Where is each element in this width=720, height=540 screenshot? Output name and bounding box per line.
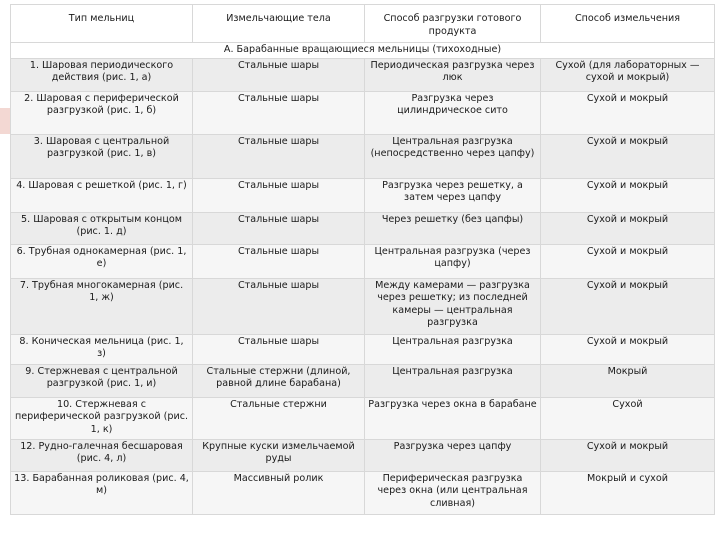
cell-grinding-method: Сухой и мокрый [541,439,715,471]
cell-grinding-method: Сухой и мокрый [541,91,715,134]
cell-grinding-bodies: Стальные стержни (длиной, равной длине барабана) [193,364,365,397]
table-row [11,244,715,278]
cell-discharge: Центральная разгрузка [365,364,541,397]
table-row [11,334,715,364]
cell-grinding-bodies: Стальные шары [193,134,365,178]
header-discharge-method: Способ разгрузки готового продукта [365,5,541,43]
cell-grinding-bodies: Массивный ролик [193,471,365,514]
cell-grinding-method: Сухой и мокрый [541,244,715,278]
cell-grinding-bodies: Стальные шары [193,278,365,334]
table-row [11,278,715,334]
cell-discharge: Между камерами — разгрузка через решетку; из последней камеры — центральная разгрузка [365,278,541,334]
table-row [11,364,715,397]
cell-discharge: Разгрузка через решетку, а затем через цапфу [365,178,541,212]
cell-grinding-method: Сухой и мокрый [541,212,715,244]
cell-grinding-method: Мокрый [541,364,715,397]
cell-mill-type: 12. Рудно-галечная бесшаровая (рис. 4, л) [11,439,193,471]
cell-grinding-bodies: Стальные шары [193,178,365,212]
table-row [11,439,715,471]
cell-mill-type: 3. Шаровая с центральной разгрузкой (рис. 1, в) [11,134,193,178]
cell-grinding-bodies: Стальные шары [193,91,365,134]
cell-mill-type: 9. Стержневая с центральной разгрузкой (рис. 1, и) [11,364,193,397]
table-row [11,471,715,514]
cell-grinding-bodies: Стальные шары [193,244,365,278]
cell-mill-type: 1. Шаровая периодического действия (рис. 1, а) [11,58,193,91]
cell-grinding-bodies: Стальные шары [193,58,365,91]
section-row [11,43,715,59]
mill-types-table [10,4,715,515]
cell-discharge: Разгрузка через окна в барабане [365,397,541,439]
cell-discharge: Разгрузка через цилиндрическое сито [365,91,541,134]
cell-grinding-bodies: Стальные шары [193,334,365,364]
cell-mill-type: 10. Стержневая с периферической разгрузкой (рис. 1, к) [11,397,193,439]
cell-discharge: Периферическая разгрузка через окна (или центральная сливная) [365,471,541,514]
cell-mill-type: 4. Шаровая с решеткой (рис. 1, г) [11,178,193,212]
cell-discharge: Центральная разгрузка [365,334,541,364]
cell-grinding-bodies: Крупные куски измельчаемой руды [193,439,365,471]
cell-grinding-bodies: Стальные шары [193,212,365,244]
table-row [11,134,715,178]
table-row [11,397,715,439]
cell-grinding-method: Сухой и мокрый [541,134,715,178]
cell-mill-type: 13. Барабанная роликовая (рис. 4, м) [11,471,193,514]
cell-discharge: Через решетку (без цапфы) [365,212,541,244]
cell-mill-type: 7. Трубная многокамерная (рис. 1, ж) [11,278,193,334]
mill-types-table-container [10,4,714,515]
cell-mill-type: 8. Коническая мельница (рис. 1, з) [11,334,193,364]
table-header-row [11,5,715,43]
cell-grinding-method: Сухой [541,397,715,439]
table-row [11,91,715,134]
cell-grinding-method: Мокрый и сухой [541,471,715,514]
cell-discharge: Центральная разгрузка (непосредственно через цапфу) [365,134,541,178]
table-row [11,212,715,244]
table-row [11,178,715,212]
side-marker [0,108,10,134]
cell-mill-type: 5. Шаровая с открытым концом (рис. 1. д) [11,212,193,244]
section-title: А. Барабанные вращающиеся мельницы (тихоходные) [11,43,715,59]
cell-mill-type: 6. Трубная однокамерная (рис. 1, е) [11,244,193,278]
cell-discharge: Центральная разгрузка (через цапфу) [365,244,541,278]
cell-grinding-method: Сухой и мокрый [541,334,715,364]
cell-grinding-bodies: Стальные стержни [193,397,365,439]
cell-discharge: Периодическая разгрузка через люк [365,58,541,91]
cell-grinding-method: Сухой (для лабораторных — сухой и мокрый) [541,58,715,91]
header-grinding-bodies: Измельчающие тела [193,5,365,43]
cell-discharge: Разгрузка через цапфу [365,439,541,471]
cell-grinding-method: Сухой и мокрый [541,278,715,334]
table-row [11,58,715,91]
cell-grinding-method: Сухой и мокрый [541,178,715,212]
header-mill-type: Тип мельниц [11,5,193,43]
cell-mill-type: 2. Шаровая с периферической разгрузкой (рис. 1, б) [11,91,193,134]
header-grinding-method: Способ измельчения [541,5,715,43]
